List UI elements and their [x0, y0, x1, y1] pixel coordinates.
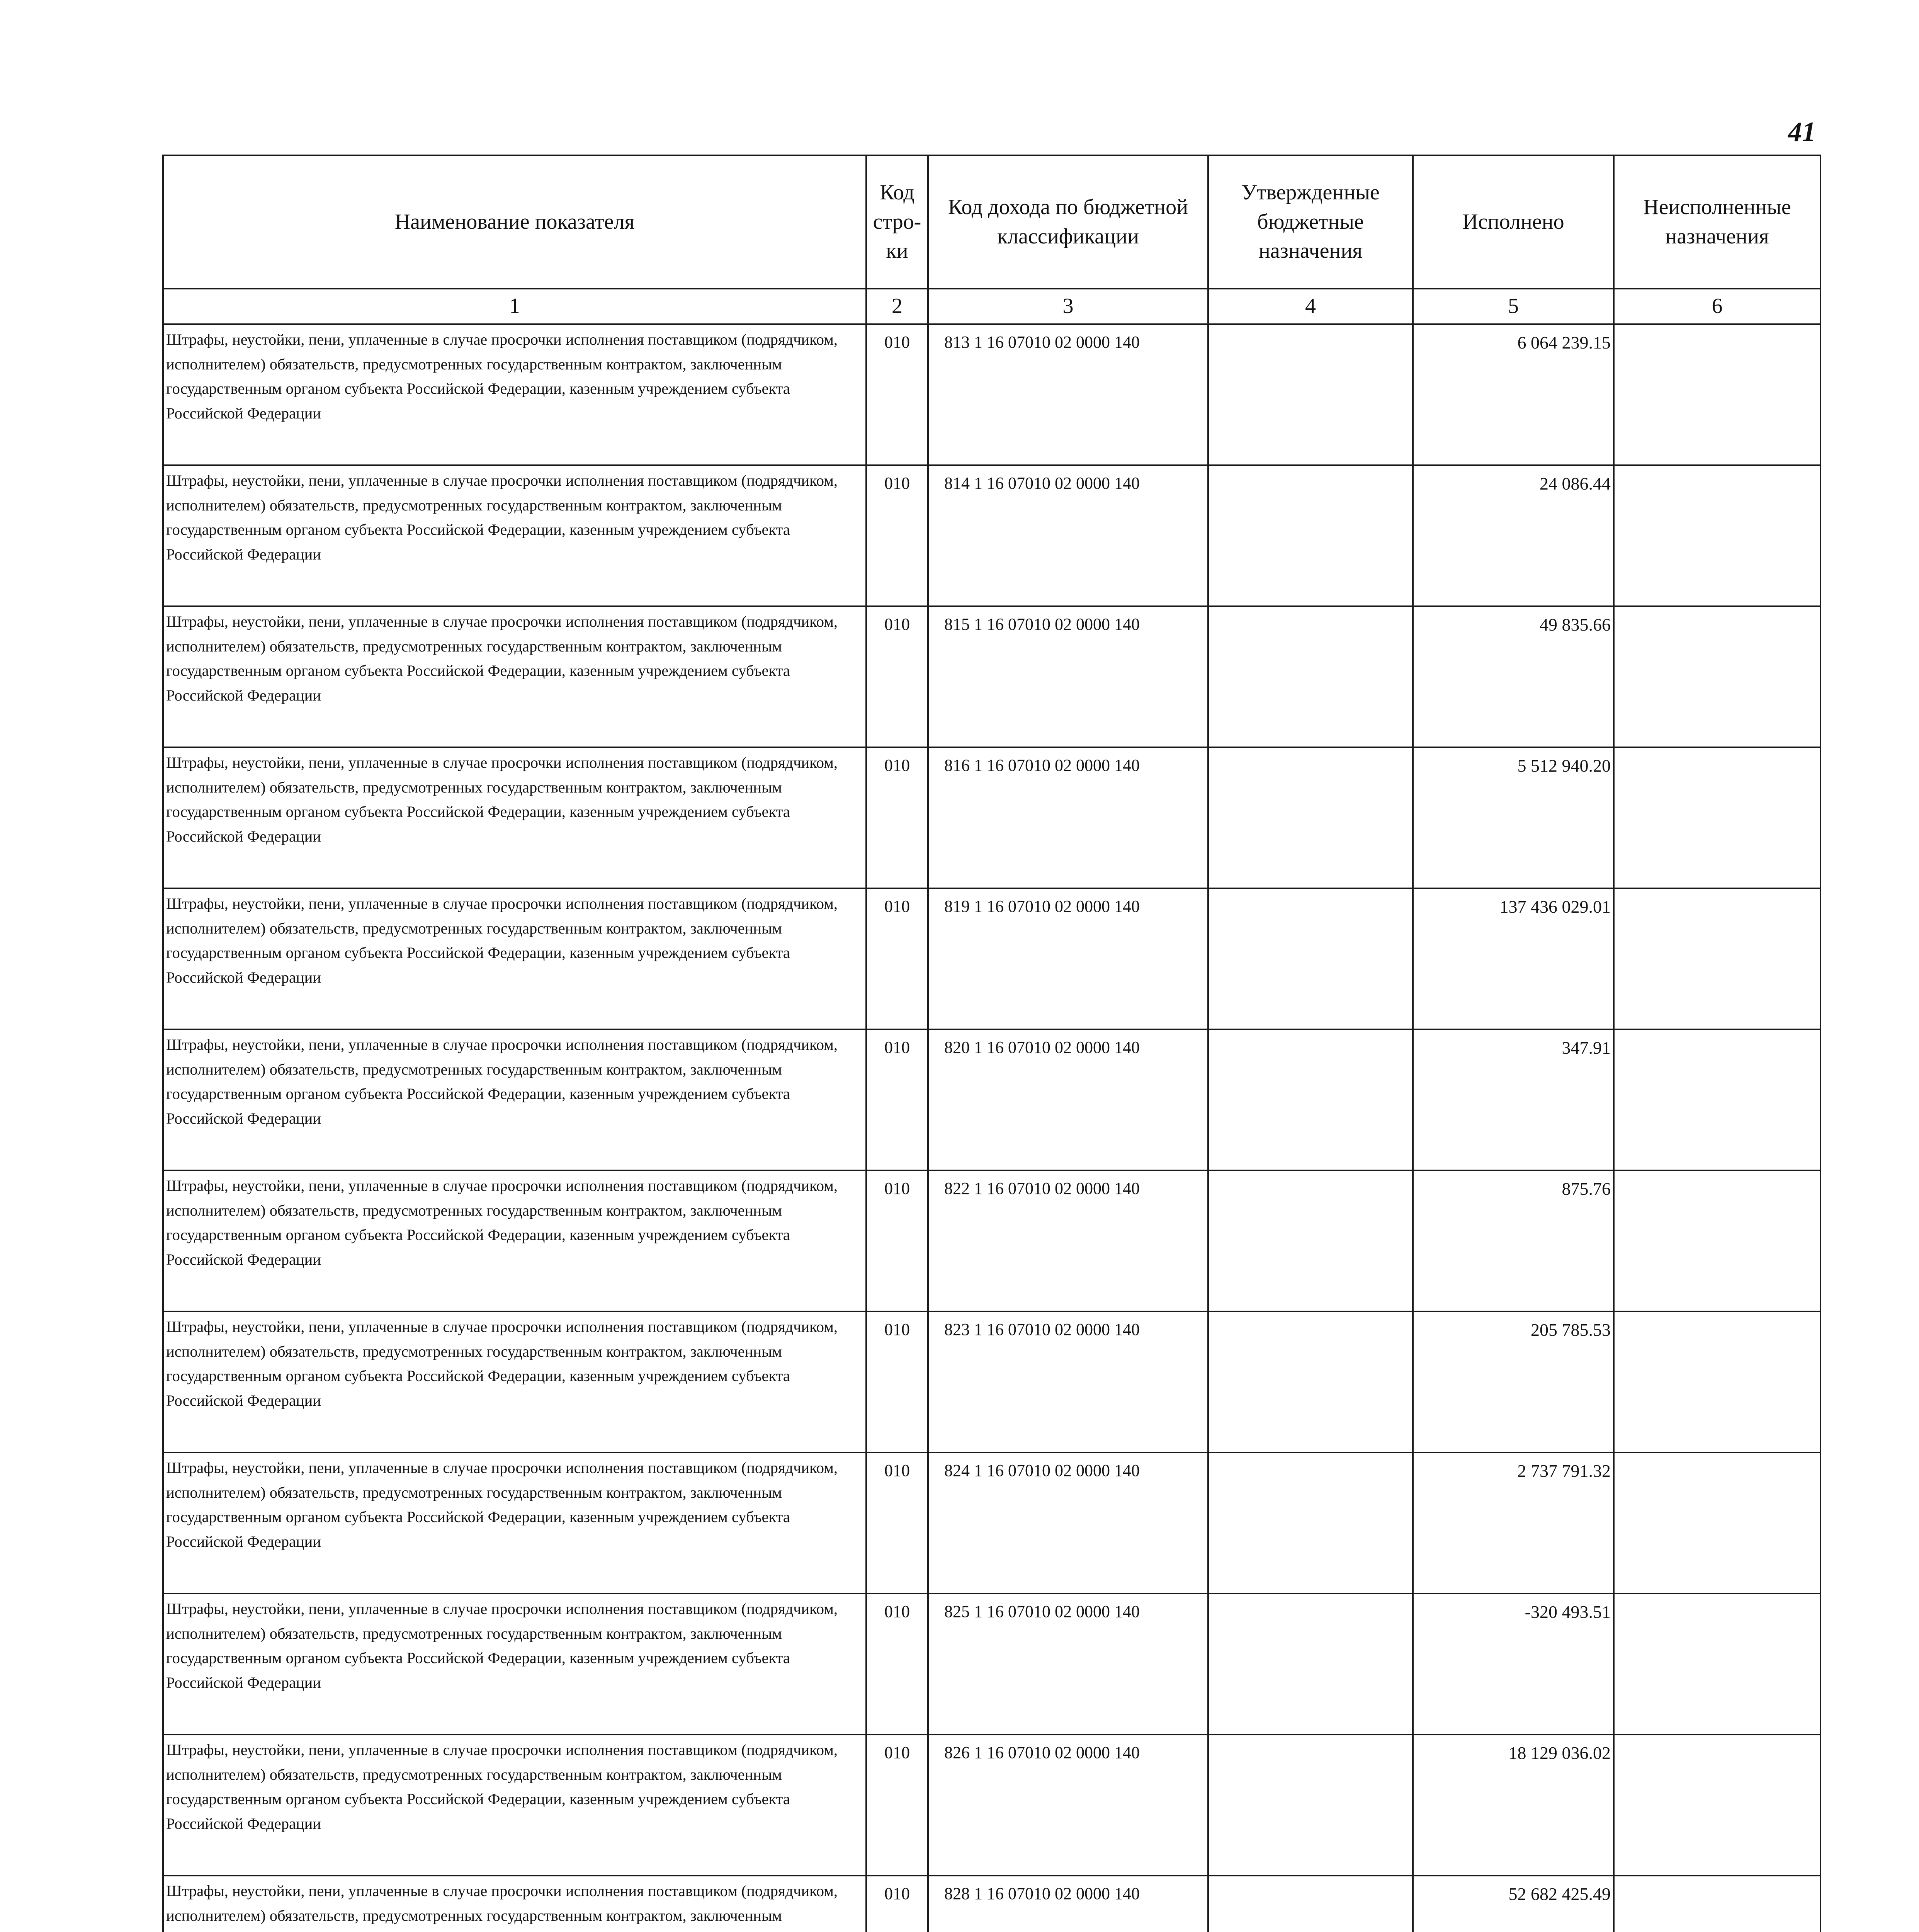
- income-code-cell: 822 1 16 07010 02 0000 140: [928, 1170, 1208, 1311]
- line-code-cell: 010: [866, 888, 928, 1029]
- table-row: [163, 1170, 1820, 1311]
- approved-cell: [1208, 1029, 1413, 1170]
- table-row: [163, 606, 1820, 747]
- income-code-cell: 828 1 16 07010 02 0000 140: [928, 1876, 1208, 1932]
- income-code-cell: 826 1 16 07010 02 0000 140: [928, 1735, 1208, 1876]
- unexecuted-cell: [1614, 1876, 1820, 1932]
- income-code-cell: 816 1 16 07010 02 0000 140: [928, 747, 1208, 888]
- executed-cell: 875.76: [1413, 1170, 1614, 1311]
- income-code-cell: 819 1 16 07010 02 0000 140: [928, 888, 1208, 1029]
- income-code-cell: 820 1 16 07010 02 0000 140: [928, 1029, 1208, 1170]
- executed-cell: 24 086.44: [1413, 465, 1614, 606]
- indicator-name-cell: Штрафы, неустойки, пени, уплаченные в случае просрочки исполнения поставщиком (подрядчиком, исполнителем) обязательств, предусмотренных государственным контрактом, заключенным: [163, 1876, 866, 1932]
- approved-cell: [1208, 606, 1413, 747]
- approved-cell: [1208, 465, 1413, 606]
- unexecuted-cell: [1614, 1594, 1820, 1735]
- executed-cell: 49 835.66: [1413, 606, 1614, 747]
- line-code-cell: 010: [866, 1029, 928, 1170]
- indicator-name-cell: Штрафы, неустойки, пени, уплаченные в случае просрочки исполнения поставщиком (подрядчиком, исполнителем) обязательств, предусмотренных государственным контрактом, заключенным государственным органом субъекта Российской Федерации, казенным учреждением субъекта Российской Федерации: [163, 465, 866, 606]
- indicator-name-cell: Штрафы, неустойки, пени, уплаченные в случае просрочки исполнения поставщиком (подрядчиком, исполнителем) обязательств, предусмотренных государственным контрактом, заключенным государственным органом субъекта Российской Федерации, казенным учреждением субъекта Российской Федерации: [163, 747, 866, 888]
- line-code-cell: 010: [866, 1311, 928, 1452]
- line-code-cell: 010: [866, 1170, 928, 1311]
- executed-cell: 5 512 940.20: [1413, 747, 1614, 888]
- executed-cell: 6 064 239.15: [1413, 324, 1614, 465]
- line-code-cell: 010: [866, 324, 928, 465]
- approved-cell: [1208, 324, 1413, 465]
- unexecuted-cell: [1614, 606, 1820, 747]
- column-number: 1: [163, 289, 866, 324]
- column-number: 5: [1413, 289, 1614, 324]
- column-number: 3: [928, 289, 1208, 324]
- income-code-cell: 814 1 16 07010 02 0000 140: [928, 465, 1208, 606]
- approved-cell: [1208, 888, 1413, 1029]
- approved-cell: [1208, 1170, 1413, 1311]
- line-code-cell: 010: [866, 465, 928, 606]
- indicator-name-cell: Штрафы, неустойки, пени, уплаченные в случае просрочки исполнения поставщиком (подрядчиком, исполнителем) обязательств, предусмотренных государственным контрактом, заключенным государственным органом субъекта Российской Федерации, казенным учреждением субъекта Российской Федерации: [163, 606, 866, 747]
- unexecuted-cell: [1614, 1029, 1820, 1170]
- column-number: 6: [1614, 289, 1820, 324]
- indicator-name-cell: Штрафы, неустойки, пени, уплаченные в случае просрочки исполнения поставщиком (подрядчиком, исполнителем) обязательств, предусмотренных государственным контрактом, заключенным государственным органом субъекта Российской Федерации, казенным учреждением субъекта Российской Федерации: [163, 1735, 866, 1876]
- executed-cell: 347.91: [1413, 1029, 1614, 1170]
- income-code-cell: 825 1 16 07010 02 0000 140: [928, 1594, 1208, 1735]
- unexecuted-cell: [1614, 1452, 1820, 1594]
- line-code-cell: 010: [866, 606, 928, 747]
- table-row: [163, 465, 1820, 606]
- table-row: [163, 1311, 1820, 1452]
- indicator-name-cell: Штрафы, неустойки, пени, уплаченные в случае просрочки исполнения поставщиком (подрядчиком, исполнителем) обязательств, предусмотренных государственным контрактом, заключенным государственным органом субъекта Российской Федерации, казенным учреждением субъекта Российской Федерации: [163, 888, 866, 1029]
- income-code-cell: 813 1 16 07010 02 0000 140: [928, 324, 1208, 465]
- unexecuted-cell: [1614, 1735, 1820, 1876]
- unexecuted-cell: [1614, 1170, 1820, 1311]
- indicator-name-cell: Штрафы, неустойки, пени, уплаченные в случае просрочки исполнения поставщиком (подрядчиком, исполнителем) обязательств, предусмотренных государственным контрактом, заключенным государственным органом субъекта Российской Федерации, казенным учреждением субъекта Российской Федерации: [163, 1594, 866, 1735]
- table-row: [163, 1876, 1820, 1932]
- approved-cell: [1208, 1594, 1413, 1735]
- table-body: [163, 324, 1820, 1932]
- page-number: 41: [1788, 116, 1816, 147]
- indicator-name-cell: Штрафы, неустойки, пени, уплаченные в случае просрочки исполнения поставщиком (подрядчиком, исполнителем) обязательств, предусмотренных государственным контрактом, заключенным государственным органом субъекта Российской Федерации, казенным учреждением субъекта Российской Федерации: [163, 324, 866, 465]
- header-unexecuted-assignments: Неисполненные назначения: [1614, 155, 1820, 289]
- table-row: [163, 1029, 1820, 1170]
- header-approved-assignments: Утвержденные бюджетные назначения: [1208, 155, 1413, 289]
- indicator-name-cell: Штрафы, неустойки, пени, уплаченные в случае просрочки исполнения поставщиком (подрядчиком, исполнителем) обязательств, предусмотренных государственным контрактом, заключенным государственным органом субъекта Российской Федерации, казенным учреждением субъекта Российской Федерации: [163, 1452, 866, 1594]
- column-numbering-row: [163, 289, 1820, 324]
- line-code-cell: 010: [866, 1735, 928, 1876]
- table-row: [163, 324, 1820, 465]
- executed-cell: -320 493.51: [1413, 1594, 1614, 1735]
- unexecuted-cell: [1614, 747, 1820, 888]
- unexecuted-cell: [1614, 888, 1820, 1029]
- indicator-name-cell: Штрафы, неустойки, пени, уплаченные в случае просрочки исполнения поставщиком (подрядчиком, исполнителем) обязательств, предусмотренных государственным контрактом, заключенным государственным органом субъекта Российской Федерации, казенным учреждением субъекта Российской Федерации: [163, 1029, 866, 1170]
- line-code-cell: 010: [866, 1452, 928, 1594]
- header-line-code: Код стро-ки: [866, 155, 928, 289]
- header-executed: Исполнено: [1413, 155, 1614, 289]
- approved-cell: [1208, 747, 1413, 888]
- executed-cell: 205 785.53: [1413, 1311, 1614, 1452]
- header-income-code: Код дохода по бюджетной классификации: [928, 155, 1208, 289]
- line-code-cell: 010: [866, 747, 928, 888]
- approved-cell: [1208, 1311, 1413, 1452]
- unexecuted-cell: [1614, 1311, 1820, 1452]
- executed-cell: 137 436 029.01: [1413, 888, 1614, 1029]
- approved-cell: [1208, 1452, 1413, 1594]
- table-row: [163, 1594, 1820, 1735]
- table-row: [163, 747, 1820, 888]
- income-code-cell: 815 1 16 07010 02 0000 140: [928, 606, 1208, 747]
- approved-cell: [1208, 1735, 1413, 1876]
- executed-cell: 18 129 036.02: [1413, 1735, 1614, 1876]
- table-header-row: [163, 155, 1820, 289]
- income-code-cell: 824 1 16 07010 02 0000 140: [928, 1452, 1208, 1594]
- column-number: 2: [866, 289, 928, 324]
- line-code-cell: 010: [866, 1594, 928, 1735]
- budget-execution-table: [162, 155, 1821, 1932]
- table-row: [163, 1735, 1820, 1876]
- indicator-name-cell: Штрафы, неустойки, пени, уплаченные в случае просрочки исполнения поставщиком (подрядчиком, исполнителем) обязательств, предусмотренных государственным контрактом, заключенным государственным органом субъекта Российской Федерации, казенным учреждением субъекта Российской Федерации: [163, 1311, 866, 1452]
- income-code-cell: 823 1 16 07010 02 0000 140: [928, 1311, 1208, 1452]
- indicator-name-cell: Штрафы, неустойки, пени, уплаченные в случае просрочки исполнения поставщиком (подрядчиком, исполнителем) обязательств, предусмотренных государственным контрактом, заключенным государственным органом субъекта Российской Федерации, казенным учреждением субъекта Российской Федерации: [163, 1170, 866, 1311]
- table-row: [163, 1452, 1820, 1594]
- table-row: [163, 888, 1820, 1029]
- column-number: 4: [1208, 289, 1413, 324]
- header-indicator-name: Наименование показателя: [163, 155, 866, 289]
- unexecuted-cell: [1614, 324, 1820, 465]
- executed-cell: 2 737 791.32: [1413, 1452, 1614, 1594]
- unexecuted-cell: [1614, 465, 1820, 606]
- executed-cell: 52 682 425.49: [1413, 1876, 1614, 1932]
- approved-cell: [1208, 1876, 1413, 1932]
- line-code-cell: 010: [866, 1876, 928, 1932]
